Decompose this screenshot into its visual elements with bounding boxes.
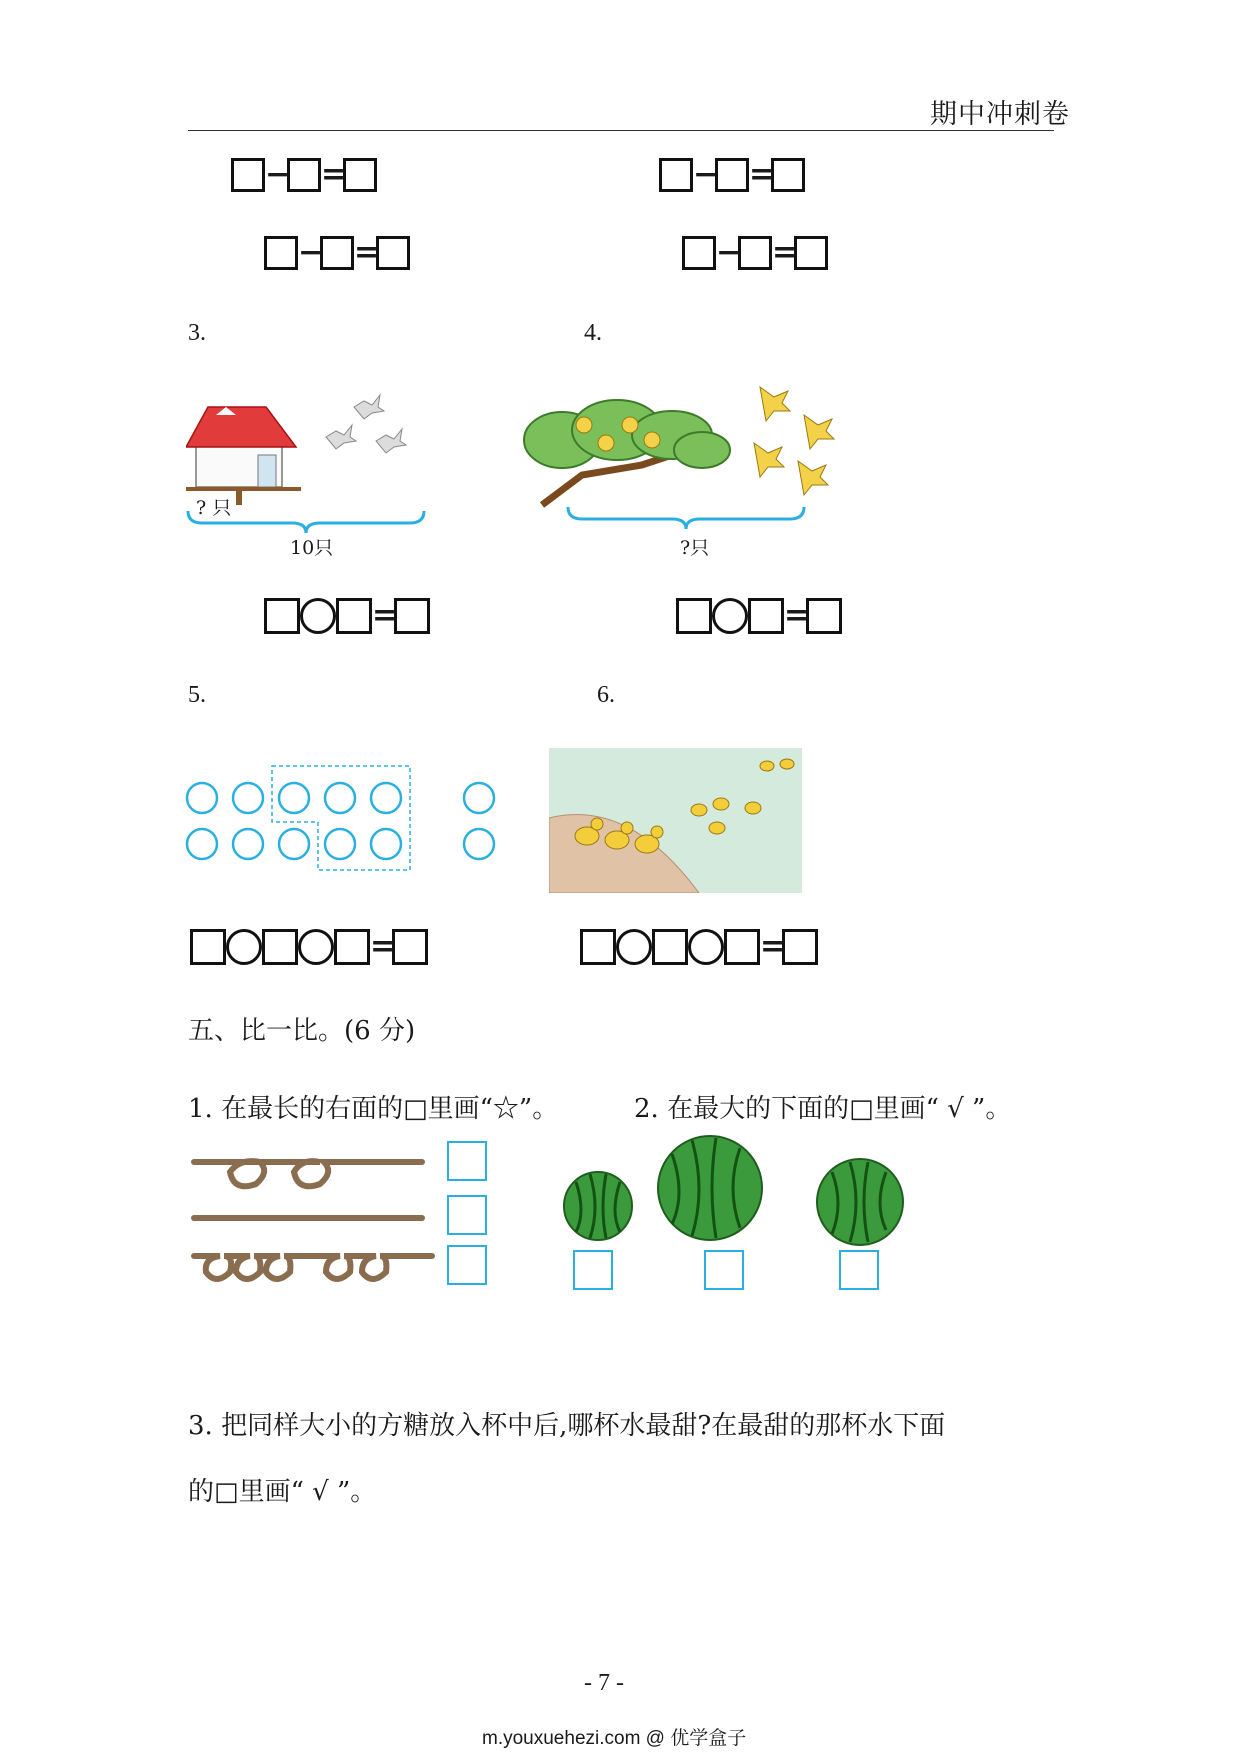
- ducks-illustration: [549, 748, 802, 893]
- operator-circle[interactable]: [712, 598, 748, 634]
- watermelon-2-answer-box[interactable]: [704, 1250, 744, 1290]
- equation-row1-left: [231, 158, 377, 192]
- ropes-illustration: [190, 1148, 440, 1298]
- answer-box[interactable]: [715, 158, 749, 192]
- source-url[interactable]: m.youxuehezi.com @ 优学盒子: [482, 1728, 747, 1749]
- section5-question-1: 1. 在最长的右面的□里画“☆”。: [188, 1094, 559, 1124]
- answer-box[interactable]: [682, 236, 716, 270]
- answer-box[interactable]: [652, 929, 688, 965]
- operator-circle[interactable]: [688, 929, 724, 965]
- page-number: - 7 -: [584, 1670, 624, 1696]
- rope-2-answer-box[interactable]: [447, 1195, 487, 1235]
- answer-box[interactable]: [334, 929, 370, 965]
- bird-icon: [326, 395, 406, 453]
- answer-box[interactable]: [262, 929, 298, 965]
- equals-sign: =: [354, 235, 380, 270]
- rope-icon: [194, 1161, 432, 1279]
- house-birds-illustration: [186, 385, 446, 555]
- question-6-number: 6.: [597, 682, 615, 708]
- equation-row2-left: [264, 236, 410, 270]
- answer-box[interactable]: [676, 598, 712, 634]
- equals-sign: =: [370, 929, 396, 964]
- answer-box[interactable]: [580, 929, 616, 965]
- equals-sign: =: [760, 929, 786, 964]
- rope-1-answer-box[interactable]: [447, 1141, 487, 1181]
- question-4-number: 4.: [584, 320, 602, 346]
- equation-row2-right: [682, 236, 828, 270]
- answer-box[interactable]: [724, 929, 760, 965]
- answer-box[interactable]: [287, 158, 321, 192]
- watermelon-icon: [564, 1136, 903, 1245]
- minus-sign: −: [716, 235, 742, 270]
- watermelon-1-answer-box[interactable]: [573, 1250, 613, 1290]
- answer-box[interactable]: [738, 236, 772, 270]
- minus-sign: −: [693, 157, 719, 192]
- answer-box[interactable]: [343, 158, 377, 192]
- question-5-number: 5.: [188, 682, 206, 708]
- answer-box[interactable]: [264, 236, 298, 270]
- answer-box[interactable]: [806, 598, 842, 634]
- equation-q5: [190, 929, 428, 965]
- answer-box[interactable]: [231, 158, 265, 192]
- page-header-title: 期中冲刺卷: [930, 99, 1070, 130]
- tree-icon: [524, 400, 730, 505]
- equals-sign: =: [784, 598, 810, 633]
- equation-q3: [264, 598, 430, 634]
- section5-question-2: 2. 在最大的下面的□里画“ √ ”。: [634, 1094, 1012, 1124]
- question-3-number: 3.: [188, 320, 206, 346]
- minus-sign: −: [298, 235, 324, 270]
- header-rule: [188, 130, 1054, 131]
- operator-circle[interactable]: [616, 929, 652, 965]
- equation-row1-right: [659, 158, 805, 192]
- equals-sign: =: [772, 235, 798, 270]
- answer-box[interactable]: [320, 236, 354, 270]
- q4-total-label: ?只: [680, 537, 710, 559]
- equals-sign: =: [749, 157, 775, 192]
- operator-circle[interactable]: [226, 929, 262, 965]
- section5-question-3-line2: 的□里画“ √ ”。: [188, 1477, 377, 1507]
- answer-box[interactable]: [794, 236, 828, 270]
- answer-box[interactable]: [748, 598, 784, 634]
- watermelons-illustration: [560, 1130, 930, 1250]
- q3-total-label: 10只: [290, 537, 334, 559]
- rope-3-answer-box[interactable]: [447, 1245, 487, 1285]
- answer-box[interactable]: [376, 236, 410, 270]
- answer-box[interactable]: [782, 929, 818, 965]
- minus-sign: −: [265, 157, 291, 192]
- watermelon-3-answer-box[interactable]: [839, 1250, 879, 1290]
- answer-box[interactable]: [659, 158, 693, 192]
- answer-box[interactable]: [392, 929, 428, 965]
- circles-grouping-figure: [184, 762, 504, 874]
- q3-unknown-label: ? 只: [196, 497, 232, 519]
- brace: [568, 507, 804, 529]
- house-icon: [186, 407, 301, 505]
- tree-birds-illustration: [522, 385, 852, 535]
- answer-box[interactable]: [336, 598, 372, 634]
- answer-box[interactable]: [264, 598, 300, 634]
- section-5-title: 五、比一比。(6 分): [188, 1016, 416, 1046]
- answer-box[interactable]: [394, 598, 430, 634]
- circle-icon: [187, 783, 494, 859]
- operator-circle[interactable]: [298, 929, 334, 965]
- equation-q6: [580, 929, 818, 965]
- operator-circle[interactable]: [300, 598, 336, 634]
- equation-q4: [676, 598, 842, 634]
- equals-sign: =: [321, 157, 347, 192]
- answer-box[interactable]: [771, 158, 805, 192]
- dashed-group-outline: [272, 766, 410, 870]
- answer-box[interactable]: [190, 929, 226, 965]
- equals-sign: =: [372, 598, 398, 633]
- section5-question-3-line1: 3. 把同样大小的方糖放入杯中后,哪杯水最甜?在最甜的那杯水下面: [188, 1411, 946, 1441]
